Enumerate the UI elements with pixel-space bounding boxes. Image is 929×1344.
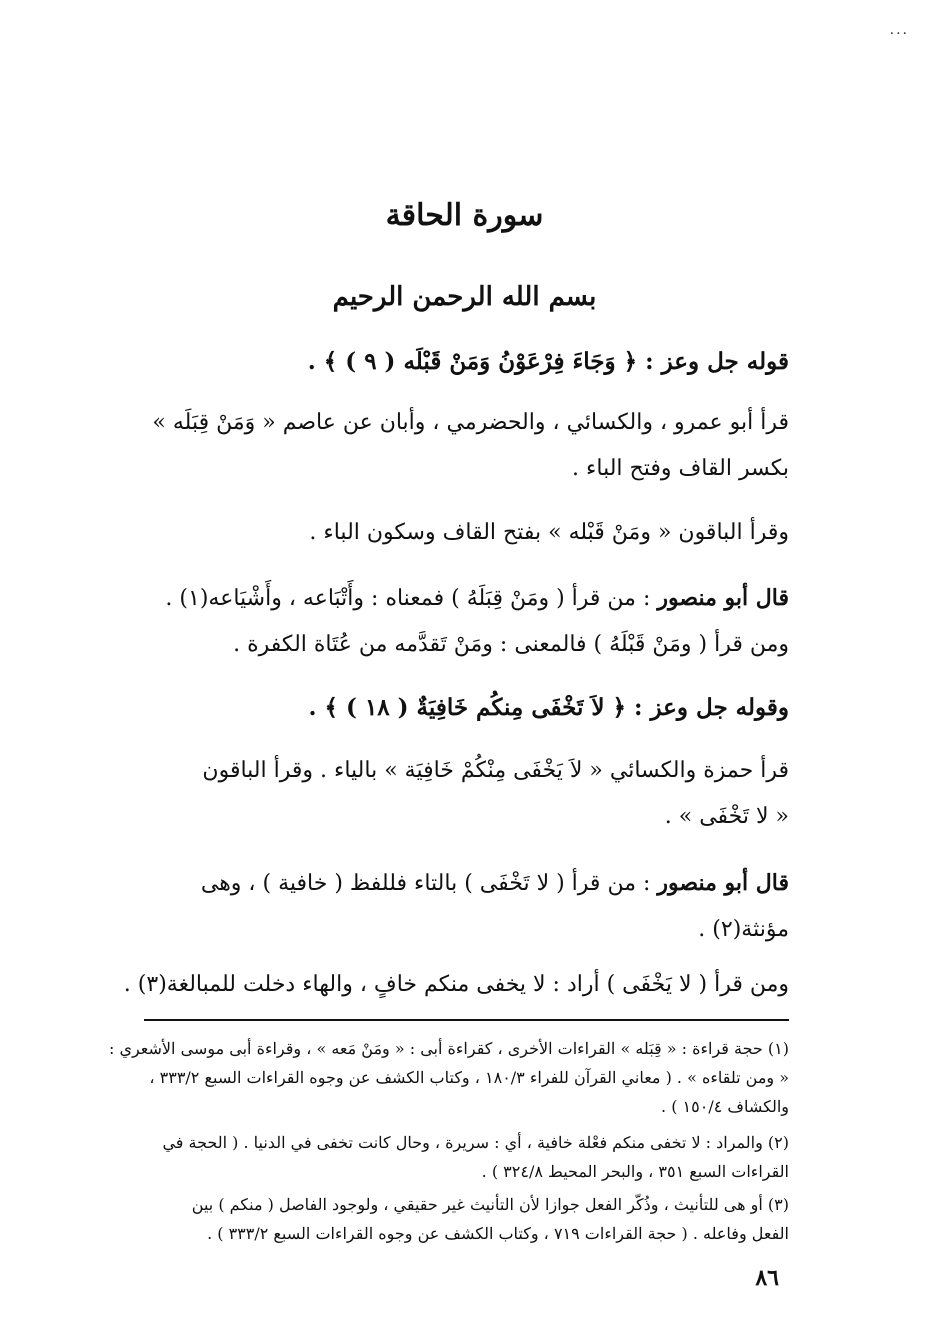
reading-paragraph <box>80 748 789 840</box>
paragraph-line: قرأ حمزة والكسائي « لاَ يَخْفَى مِنْكُمْ خَافِيَة » بالياء . وقرأ الباقون <box>202 758 789 783</box>
paragraph-text: : من قرأ ( لا تَخْفَى ) بالتاء فللفظ ( خافية ) ، وهى <box>200 871 658 896</box>
footnote-1 <box>80 1034 789 1121</box>
verse-heading: وقوله جل وعز : ﴿ لاَ تَخْفَى مِنكُم خَافِيَةٌ ( ١٨ ) ﴾ . <box>308 694 789 721</box>
basmala: بسم الله الرحمن الرحيم <box>332 282 597 312</box>
footnote-line: (٢) والمراد : لا تخفى منكم فعْلة خافية ، أي : سريرة ، وحال كانت تخفى في الدنيا . ( الحجة في <box>162 1133 789 1152</box>
footnote-line: (٣) أو هى للتأنيث ، وذُكّر الفعل جوازا لأن التأنيث غير حقيقي ، ولوجود الفاصل ( منكم ) بين <box>191 1195 789 1214</box>
paragraph-text: : من قرأ ( ومَنْ قِبَلَهُ ) فمعناه : وأَتْبَاعه ، وأَشْيَاعه(١) . <box>165 586 658 611</box>
verse-heading: قوله جل وعز : ﴿ وَجَاءَ فِرْعَوْنُ وَمَنْ قَبْلَه ( ٩ ) ﴾ . <box>307 348 789 375</box>
paragraph-line: قرأ أبو عمرو ، والكسائي ، والحضرمي ، وأبان عن عاصم « وَمَنْ قِبَلَه » <box>152 410 789 435</box>
corner-mark: ... <box>889 22 909 38</box>
paragraph-line: مؤنثة(٢) . <box>698 917 789 942</box>
footnote-line: القراءات السبع ٣٥١ ، والبحر المحيط ٣٢٤/٨ ) . <box>481 1162 789 1181</box>
footnote-line: والكشاف ١٥٠/٤ ) . <box>661 1097 789 1116</box>
paragraph-line <box>80 860 789 907</box>
paragraph-line <box>80 575 789 622</box>
footnote-line: « ومن تلقاءه » . ( معاني القرآن للفراء ١٨٠/٣ ، وكتاب الكشف عن وجوه القراءات السبع ٣٣٣/٢ ، <box>149 1068 789 1087</box>
paragraph-line: بكسر القاف وفتح الباء . <box>572 456 789 481</box>
footnote-line: الفعل وفاعله . ( حجة القراءات ٧١٩ ، وكتاب الكشف عن وجوه القراءات السبع ٣٣٣/٢ ) . <box>207 1224 789 1243</box>
footnote-divider <box>144 1019 789 1021</box>
commentary-paragraph <box>80 860 789 953</box>
footnote-2 <box>80 1128 789 1186</box>
footnote-3 <box>80 1190 789 1248</box>
surah-title: سورة الحاقة <box>385 198 544 233</box>
commentary-paragraph <box>80 575 789 668</box>
paragraph-line: ومن قرأ ( لا يَخْفَى ) أراد : لا يخفى منكم خافٍ ، والهاء دخلت للمبالغة(٣) . <box>123 972 789 997</box>
commentary-lead: قال أبو منصور <box>657 870 789 896</box>
paragraph-line: وقرأ الباقون « ومَنْ قَبْله » بفتح القاف وسكون الباء . <box>309 520 789 545</box>
reading-paragraph <box>80 400 789 492</box>
paragraph-line: ومن قرأ ( ومَنْ قَبْلَهُ ) فالمعنى : ومَنْ تَقدَّمه من عُتَاة الكفرة . <box>233 632 789 657</box>
reading-paragraph <box>80 510 789 556</box>
commentary-lead: قال أبو منصور <box>657 585 789 611</box>
page-number: ٨٦ <box>755 1265 779 1291</box>
paragraph-line: « لا تَخْفَى » . <box>664 804 789 829</box>
footnote-line: (١) حجة قراءة : « قِبَله » القراءات الأخرى ، كقراءة أبى : « ومَنْ مَعه » ، وقراءة أبى موسى الأشعري : <box>108 1039 789 1058</box>
reading-paragraph <box>80 962 789 1008</box>
